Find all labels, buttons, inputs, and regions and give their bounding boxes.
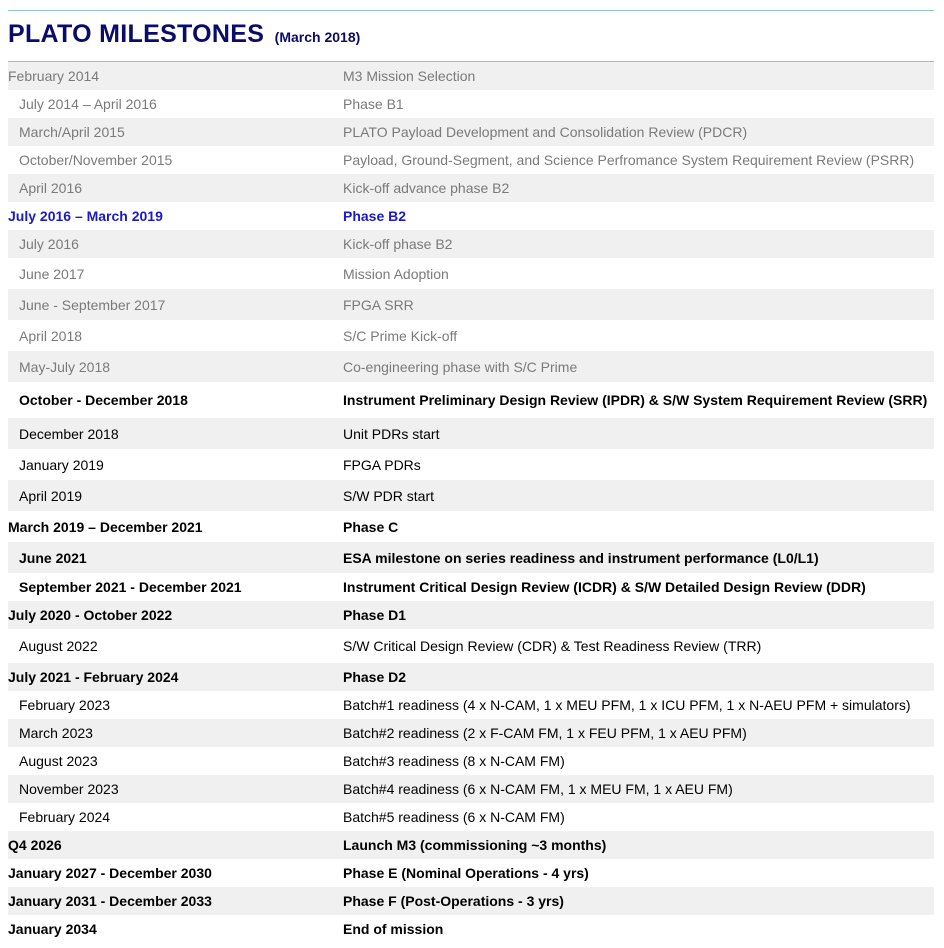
table-row [8,449,934,480]
table-row [8,747,934,775]
milestone-event: Phase E (Nominal Operations - 4 yrs) [343,865,589,881]
milestone-event: Phase D2 [343,669,407,685]
table-row [8,146,934,174]
table-row [8,803,934,831]
milestone-event: Phase F (Post-Operations - 3 yrs) [343,893,564,909]
milestone-date: June 2017 [19,265,85,282]
milestone-event: Phase D1 [343,607,407,623]
table-row [8,775,934,803]
milestone-date: June - September 2017 [19,296,166,313]
page-header [8,20,360,54]
milestone-event: Batch#3 readiness (8 x N-CAM FM) [343,753,565,769]
table-row [8,90,934,118]
milestone-event: Phase B1 [343,96,404,112]
table-row [8,230,934,258]
milestone-date: January 2019 [19,456,104,473]
milestone-event: Batch#1 readiness (4 x N-CAM, 1 x MEU PFM, 1 x ICU PFM, 1 x N-AEU PFM + simulators) [343,697,911,713]
milestone-event: S/W PDR start [343,487,435,504]
milestone-event: FPGA SRR [343,296,414,313]
milestone-event: Payload, Ground-Segment, and Science Perfromance System Requirement Review (PSRR) [343,152,915,168]
table-row [8,691,934,719]
milestone-date: January 2027 - December 2030 [8,865,212,881]
milestone-date: February 2014 [8,68,100,84]
table-row [8,202,934,230]
milestone-event: Instrument Critical Design Review (ICDR) & S/W Detailed Design Review (DDR) [343,579,866,595]
table-row [8,480,934,511]
page-subtitle: (March 2018) [274,29,361,45]
milestone-date: Q4 2026 [8,837,62,853]
table-row [8,511,934,542]
milestone-event: Launch M3 (commissioning ~3 months) [343,837,607,853]
milestone-date: January 2031 - December 2033 [8,893,212,909]
table-row [8,351,934,382]
table-row [8,418,934,449]
table-row [8,859,934,887]
milestone-date: August 2023 [19,753,98,769]
milestone-date: November 2023 [19,781,119,797]
milestone-date: October/November 2015 [19,152,173,168]
table-row [8,320,934,351]
table-row [8,573,934,601]
table-row [8,663,934,691]
milestone-event: Batch#4 readiness (6 x N-CAM FM, 1 x MEU FM, 1 x AEU FM) [343,781,733,797]
milestone-date: April 2018 [19,327,83,344]
milestone-event: Phase C [343,518,399,535]
milestone-event: Mission Adoption [343,265,449,282]
milestone-event: ESA milestone on series readiness and instrument performance (L0/L1) [343,549,819,566]
milestone-date: May-July 2018 [19,358,111,375]
table-row [8,258,934,289]
milestone-date: February 2024 [19,809,111,825]
milestone-event: Kick-off phase B2 [343,236,453,252]
milestone-date: January 2034 [8,921,97,937]
milestone-event: Instrument Preliminary Design Review (IPDR) & S/W System Requirement Review (SRR) [343,392,928,408]
table-row [8,831,934,859]
milestone-event: Batch#5 readiness (6 x N-CAM FM) [343,809,565,825]
milestone-date: July 2021 - February 2024 [8,669,179,685]
milestone-event: Kick-off advance phase B2 [343,180,510,196]
milestones-table [8,62,934,943]
table-row [8,174,934,202]
table-row [8,118,934,146]
milestone-date: February 2023 [19,697,111,713]
milestone-date: July 2016 [19,236,79,252]
milestone-date: September 2021 - December 2021 [19,579,242,595]
milestone-date: March/April 2015 [19,124,125,140]
table-row [8,289,934,320]
table-row [8,601,934,629]
table-row [8,887,934,915]
milestone-event: FPGA PDRs [343,456,421,473]
milestone-event: M3 Mission Selection [343,68,476,84]
top-divider [8,10,934,11]
milestone-date: April 2016 [19,180,83,196]
milestone-event: Phase B2 [343,208,407,224]
milestone-date: December 2018 [19,425,119,442]
table-row [8,719,934,747]
table-row [8,915,934,943]
milestone-date: June 2021 [19,549,87,566]
milestone-event: Batch#2 readiness (2 x F-CAM FM, 1 x FEU PFM, 1 x AEU PFM) [343,725,747,741]
milestone-event: S/C Prime Kick-off [343,327,458,344]
milestone-event: Unit PDRs start [343,425,440,442]
milestone-date: March 2019 – December 2021 [8,518,203,535]
milestone-date: July 2016 – March 2019 [8,208,163,224]
milestone-date: August 2022 [19,638,98,654]
milestone-date: July 2014 – April 2016 [19,96,157,112]
table-row [8,542,934,573]
milestone-date: July 2020 - October 2022 [8,607,173,623]
milestone-event: End of mission [343,921,444,937]
milestone-event: PLATO Payload Development and Consolidation Review (PDCR) [343,124,748,140]
page-title: PLATO MILESTONES [8,20,265,48]
milestone-event: S/W Critical Design Review (CDR) & Test Readiness Review (TRR) [343,638,762,654]
table-row [8,382,934,418]
milestone-event: Co-engineering phase with S/C Prime [343,358,578,375]
milestone-date: March 2023 [19,725,93,741]
milestone-date: October - December 2018 [19,392,188,408]
table-row [8,62,934,90]
table-row [8,629,934,663]
milestone-date: April 2019 [19,487,83,504]
